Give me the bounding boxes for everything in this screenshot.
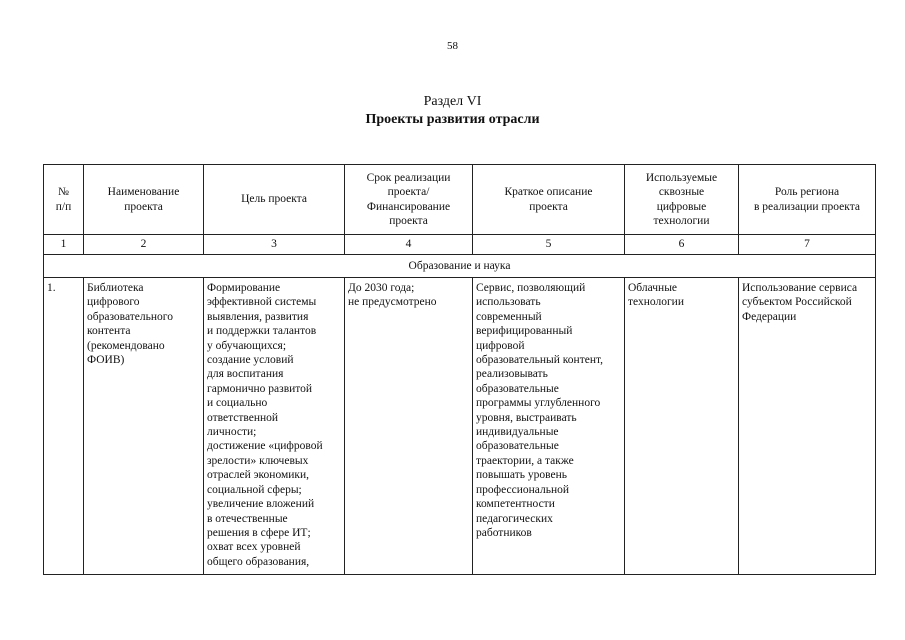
- description-line: Сервис, позволяющий: [476, 282, 586, 294]
- column-number: 1: [44, 235, 84, 255]
- goal-line: создание условий: [207, 354, 294, 367]
- goal-line: выявления, развития: [207, 310, 309, 323]
- header-technologies: Используемые сквозные цифровые технологии: [625, 165, 739, 235]
- description-line: образовательные: [476, 382, 559, 395]
- goal-line: Формирование: [207, 282, 281, 294]
- header-project-goal: Цель проекта: [204, 165, 345, 235]
- column-number: 3: [204, 235, 345, 255]
- row-project-goal: [204, 278, 345, 575]
- goal-line: ответственной: [207, 411, 279, 424]
- goal-line: у обучающихся;: [207, 339, 287, 352]
- goal-line: личности;: [207, 426, 257, 439]
- description-line: профессиональной: [476, 483, 570, 496]
- column-number: 7: [739, 235, 876, 255]
- goal-lines: [207, 281, 341, 569]
- goal-line: общего образования,: [207, 555, 310, 568]
- description-line: индивидуальные: [476, 426, 559, 439]
- row-project-name: Библиотека цифрового образовательного контента (рекомендовано ФОИВ): [84, 278, 204, 575]
- description-line: верифицированный: [476, 325, 573, 338]
- description-line: образовательный контент,: [476, 354, 604, 367]
- column-number: 2: [84, 235, 204, 255]
- header-region-role: Роль региона в реализации проекта: [739, 165, 876, 235]
- table-header-row: [44, 165, 876, 235]
- row-description: [473, 278, 625, 575]
- goal-line: увеличение вложений: [207, 498, 315, 511]
- row-number: 1.: [44, 278, 84, 575]
- description-line: траектории, а также: [476, 454, 574, 467]
- goal-line: охват всех уровней: [207, 541, 301, 554]
- column-number: 4: [345, 235, 473, 255]
- header-project-name: Наименование проекта: [84, 165, 204, 235]
- column-number: 6: [625, 235, 739, 255]
- group-label: Образование и наука: [44, 255, 876, 278]
- header-description: Краткое описание проекта: [473, 165, 625, 235]
- column-number-row: [44, 235, 876, 255]
- page-number: 58: [447, 40, 458, 52]
- goal-line: решения в сфере ИТ;: [207, 526, 311, 539]
- description-line: компетентности: [476, 498, 555, 511]
- goal-line: гармонично развитой: [207, 382, 313, 395]
- column-number: 5: [473, 235, 625, 255]
- description-line: программы углубленного: [476, 397, 601, 410]
- header-term-financing: Срок реализации проекта/ Финансирование проекта: [345, 165, 473, 235]
- description-line: цифровой: [476, 339, 525, 352]
- group-row: [44, 255, 876, 278]
- section-subtitle: Проекты развития отрасли: [365, 112, 540, 127]
- description-line: реализовывать: [476, 368, 548, 381]
- description-line: повышать уровень: [476, 469, 567, 482]
- description-line: использовать: [476, 296, 541, 309]
- description-lines: [476, 281, 621, 540]
- description-line: уровня, выстраивать: [476, 411, 577, 424]
- goal-line: для воспитания: [207, 368, 284, 381]
- description-line: современный: [476, 310, 542, 323]
- description-line: образовательные: [476, 440, 559, 453]
- goal-line: достижение «цифровой: [207, 440, 323, 453]
- goal-line: в отечественные: [207, 512, 288, 525]
- goal-line: и поддержки талантов: [207, 325, 317, 338]
- row-term-financing: До 2030 года; не предусмотрено: [345, 278, 473, 575]
- goal-line: социальной сферы;: [207, 483, 302, 496]
- goal-line: и социально: [207, 397, 268, 410]
- table-row: [44, 278, 876, 575]
- row-region-role: Использование сервиса субъектом Российской Федерации: [739, 278, 876, 575]
- section-title: Раздел VI: [423, 94, 482, 109]
- row-technologies: Облачные технологии: [625, 278, 739, 575]
- projects-table: [43, 164, 876, 575]
- header-number: № п/п: [44, 165, 84, 235]
- goal-line: отраслей экономики,: [207, 469, 310, 482]
- goal-line: эффективной системы: [207, 296, 317, 309]
- description-line: работников: [476, 526, 532, 539]
- description-line: педагогических: [476, 512, 553, 525]
- goal-line: зрелости» ключевых: [207, 454, 309, 467]
